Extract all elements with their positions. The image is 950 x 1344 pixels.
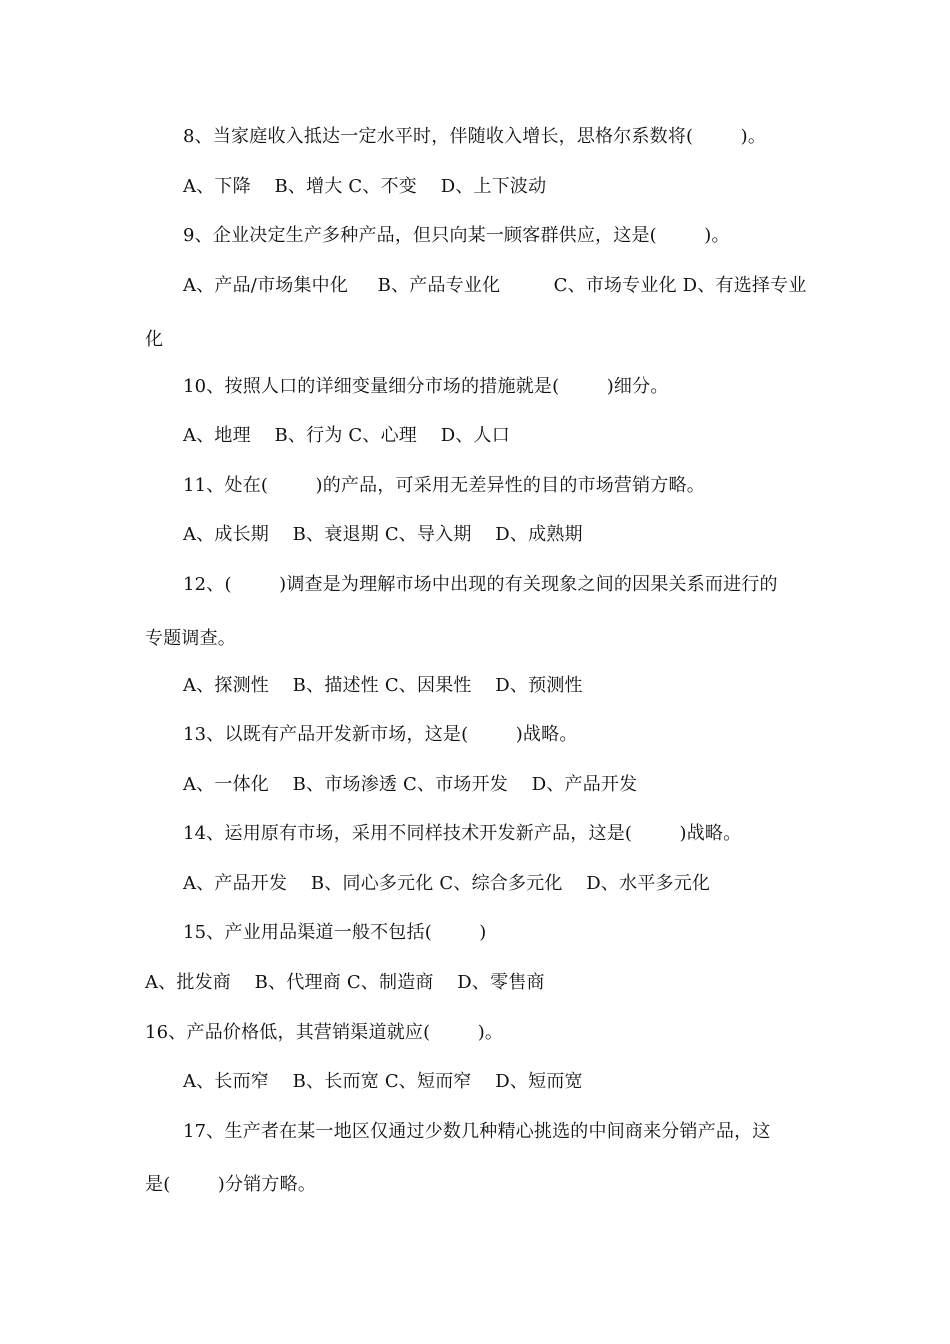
question-15: 15、产业用品渠道一般不包括( ) [183, 922, 487, 943]
question-12: 12、( )调查是为理解市场中出现的有关现象之间的因果关系而进行的 [183, 574, 778, 595]
question-10: 10、按照人口的详细变量细分市场的措施就是( )细分。 [183, 376, 669, 397]
question-9: 9、企业决定生产多种产品，但只向某一顾客群供应，这是( )。 [183, 225, 730, 246]
question-11-options: A、成长期 B、衰退期 C、导入期 D、成熟期 [183, 524, 583, 545]
question-16: 16、产品价格低，其营销渠道就应( )。 [145, 1022, 504, 1043]
question-8: 8、当家庭收入抵达一定水平时，伴随收入增长，思格尔系数将( )。 [183, 126, 767, 147]
question-17-continued: 是( )分销方略。 [145, 1174, 317, 1195]
question-12-options: A、探测性 B、描述性 C、因果性 D、预测性 [183, 675, 583, 696]
question-13: 13、以既有产品开发新市场，这是( )战略。 [183, 724, 578, 745]
question-17: 17、生产者在某一地区仅通过少数几种精心挑选的中间商来分销产品，这 [183, 1121, 771, 1142]
question-9-options-continued: 化 [145, 329, 164, 350]
question-16-options: A、长而窄 B、长而宽 C、短而窄 D、短而宽 [183, 1071, 583, 1092]
question-10-options: A、地理 B、行为 C、心理 D、人口 [183, 425, 510, 446]
question-14: 14、运用原有市场，采用不同样技术开发新产品，这是( )战略。 [183, 823, 742, 844]
question-15-options: A、批发商 B、代理商 C、制造商 D、零售商 [145, 972, 545, 993]
question-11: 11、处在( )的产品，可采用无差异性的目的市场营销方略。 [183, 475, 705, 496]
question-8-options: A、下降 B、增大 C、不变 D、上下波动 [183, 176, 547, 197]
question-9-options: A、产品/市场集中化 B、产品专业化 C、市场专业化 D、有选择专业 [183, 275, 807, 296]
question-13-options: A、一体化 B、市场渗透 C、市场开发 D、产品开发 [183, 774, 638, 795]
question-14-options: A、产品开发 B、同心多元化 C、综合多元化 D、水平多元化 [183, 873, 711, 894]
question-12-continued: 专题调查。 [145, 628, 236, 649]
